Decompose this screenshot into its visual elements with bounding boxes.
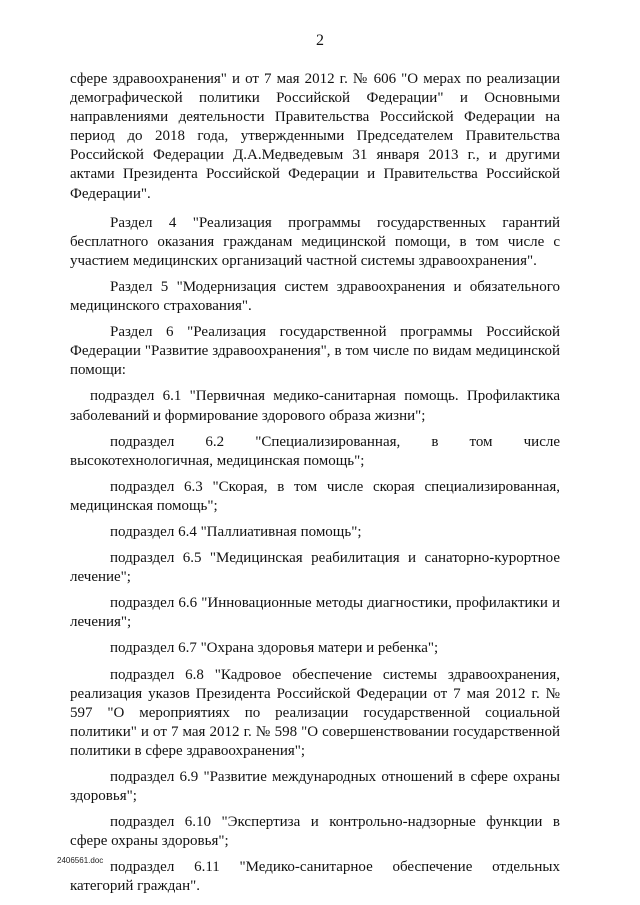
document-body bbox=[70, 70, 560, 897]
paragraph-subsection-6-8: подраздел 6.8 "Кадровое обеспечение системы здравоохранения, реализация указов Президента Российской Федерации от 7 мая 2012 г. № 597 "О мероприятиях по реализации государственной социальной политики" и от 7 мая 2012 г. № 598 "О совершенствовании государственной политики в сфере здравоохранения"; bbox=[70, 666, 560, 759]
paragraph-section-5: Раздел 5 "Модернизация систем здравоохранения и обязательного медицинского страхования". bbox=[70, 278, 560, 315]
document-filename-footer: 2406561.doc bbox=[57, 856, 104, 865]
page-number: 2 bbox=[316, 32, 324, 49]
paragraph-subsection-6-9: подраздел 6.9 "Развитие международных отношений в сфере охраны здоровья"; bbox=[70, 769, 560, 805]
paragraph-subsection-6-5: подраздел 6.5 "Медицинская реабилитация и санаторно-курортное лечение"; bbox=[70, 550, 560, 586]
paragraph-section-4: Раздел 4 "Реализация программы государственных гарантий бесплатного оказания гражданам медицинской помощи, в том числе с участием медицинских организаций частной системы здравоохранения". bbox=[70, 214, 560, 269]
paragraph-section-6: Раздел 6 "Реализация государственной программы Российской Федерации "Развитие здравоохранения", в том числе по видам медицинской помощи: bbox=[70, 324, 560, 379]
paragraph-subsection-6-7: подраздел 6.7 "Охрана здоровья матери и ребенка"; bbox=[110, 640, 439, 657]
paragraph-subsection-6-2: подраздел 6.2 "Специализированная, в том числе высокотехнологичная, медицинская помощь"; bbox=[70, 433, 560, 469]
paragraph-subsection-6-11: подраздел 6.11 "Медико-санитарное обеспечение отдельных категорий граждан". bbox=[70, 859, 560, 895]
paragraph-subsection-6-6: подраздел 6.6 "Инновационные методы диагностики, профилактики и лечения"; bbox=[70, 595, 560, 631]
paragraph-subsection-6-10: подраздел 6.10 "Экспертиза и контрольно-надзорные функции в сфере охраны здоровья"; bbox=[70, 814, 560, 850]
paragraph-subsection-6-1: подраздел 6.1 "Первичная медико-санитарная помощь. Профилактика заболеваний и формирование здорового образа жизни"; bbox=[70, 388, 560, 424]
paragraph-subsection-6-4: подраздел 6.4 "Паллиативная помощь"; bbox=[110, 523, 362, 540]
paragraph-intro-continuation: сфере здравоохранения" и от 7 мая 2012 г. № 606 "О мерах по реализации демографической политики Российской Федерации" и Основными направлениями деятельности Правительства Российской Федерации на период до 2018 года, утвержденными Председателем Правительства Российской Федерации Д.А.Медведевым 31 января 2013 г., и другими актами Президента Российской Федерации и Правительства Российской Федерации". bbox=[70, 71, 560, 202]
paragraph-subsection-6-3: подраздел 6.3 "Скорая, в том числе скорая специализированная, медицинская помощь"; bbox=[70, 478, 560, 514]
